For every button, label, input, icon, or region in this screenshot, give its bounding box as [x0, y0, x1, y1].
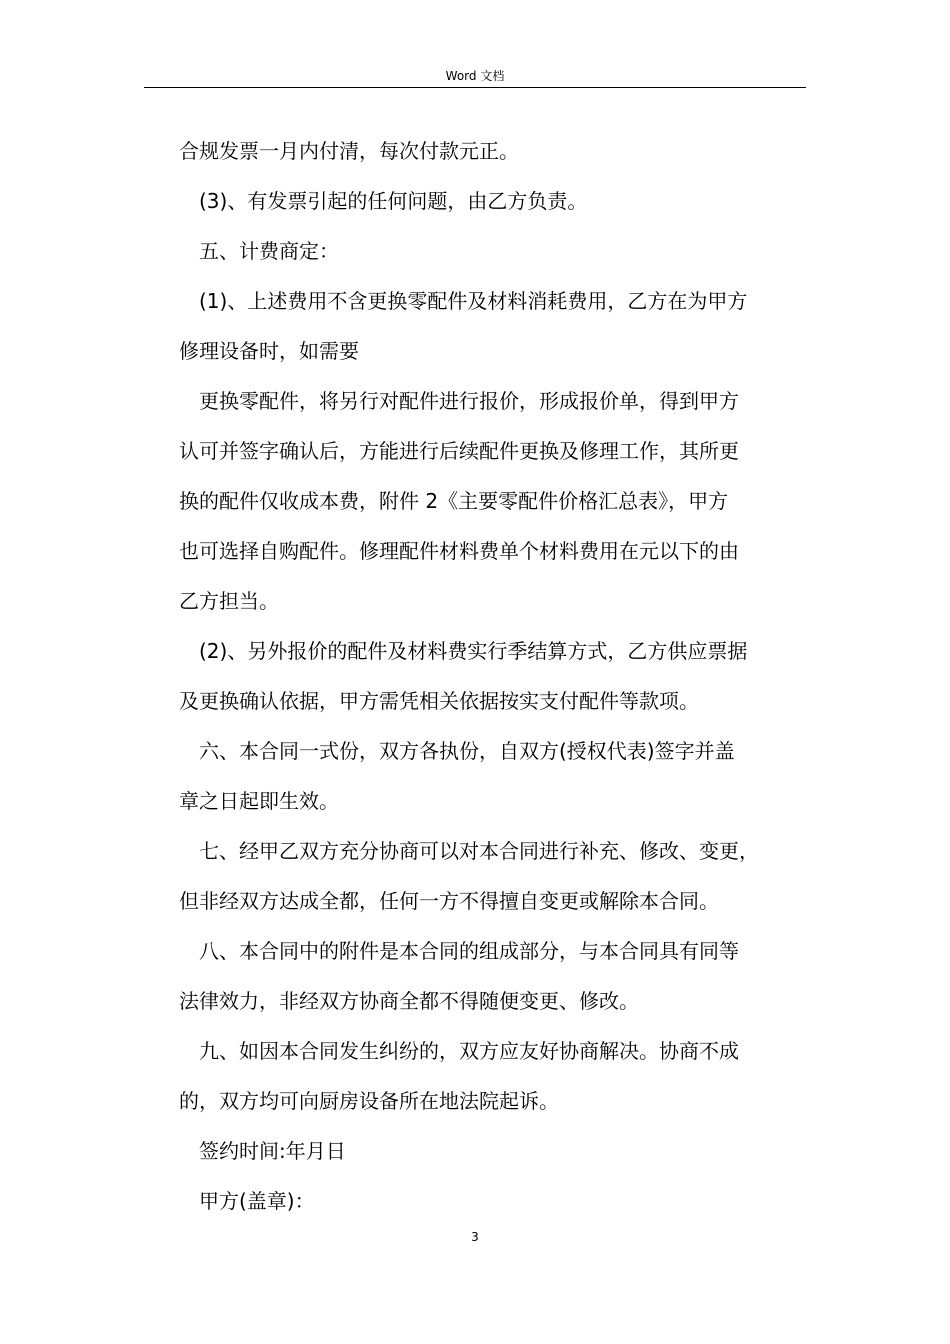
text-line: 换的配件仅收成本费，附件 2《主要零配件价格汇总表》，甲方 — [179, 489, 729, 513]
text-line: 更换零配件，将另行对配件进行报价，形成报价单，得到甲方 — [199, 389, 739, 413]
text-line: (2)、另外报价的配件及材料费实行季结算方式，乙方供应票据 — [199, 639, 748, 663]
text-line: (3)、有发票引起的任何问题，由乙方负责。 — [199, 189, 588, 213]
document-body — [179, 126, 809, 1226]
text-line: 签约时间:年月日 — [199, 1139, 346, 1163]
text-line: 也可选择自购配件。修理配件材料费单个材料费用在元以下的由 — [179, 539, 739, 563]
text-line: 认可并签字确认后，方能进行后续配件更换及修理工作，其所更 — [179, 439, 739, 463]
text-line: 八、本合同中的附件是本合同的组成部分，与本合同具有同等 — [199, 939, 739, 963]
text-line: (1)、上述费用不含更换零配件及材料消耗费用，乙方在为甲方 — [199, 289, 748, 313]
page-header-title: Word 文档 — [445, 69, 505, 83]
text-line: 甲方(盖章)： — [199, 1189, 315, 1213]
text-line: 但非经双方达成全都，任何一方不得擅自变更或解除本合同。 — [179, 889, 719, 913]
text-line: 的，双方均可向厨房设备所在地法院起诉。 — [179, 1089, 559, 1113]
text-line: 修理设备时，如需要 — [179, 339, 359, 363]
page-number: 3 — [471, 1230, 479, 1244]
header-divider — [144, 87, 806, 88]
text-line: 七、经甲乙双方充分协商可以对本合同进行补充、修改、变更， — [199, 839, 759, 863]
text-line: 章之日起即生效。 — [179, 789, 339, 813]
text-line: 法律效力，非经双方协商全都不得随便变更、修改。 — [179, 989, 639, 1013]
text-line: 六、本合同一式份，双方各执份，自双方(授权代表)签字并盖 — [199, 739, 735, 763]
text-line: 九、如因本合同发生纠纷的，双方应友好协商解决。协商不成 — [199, 1039, 739, 1063]
text-line: 合规发票一月内付清，每次付款元正。 — [179, 139, 519, 163]
text-line: 乙方担当。 — [179, 589, 279, 613]
text-line: 及更换确认依据，甲方需凭相关依据按实支付配件等款项。 — [179, 689, 699, 713]
text-line: 五、计费商定： — [199, 239, 339, 263]
